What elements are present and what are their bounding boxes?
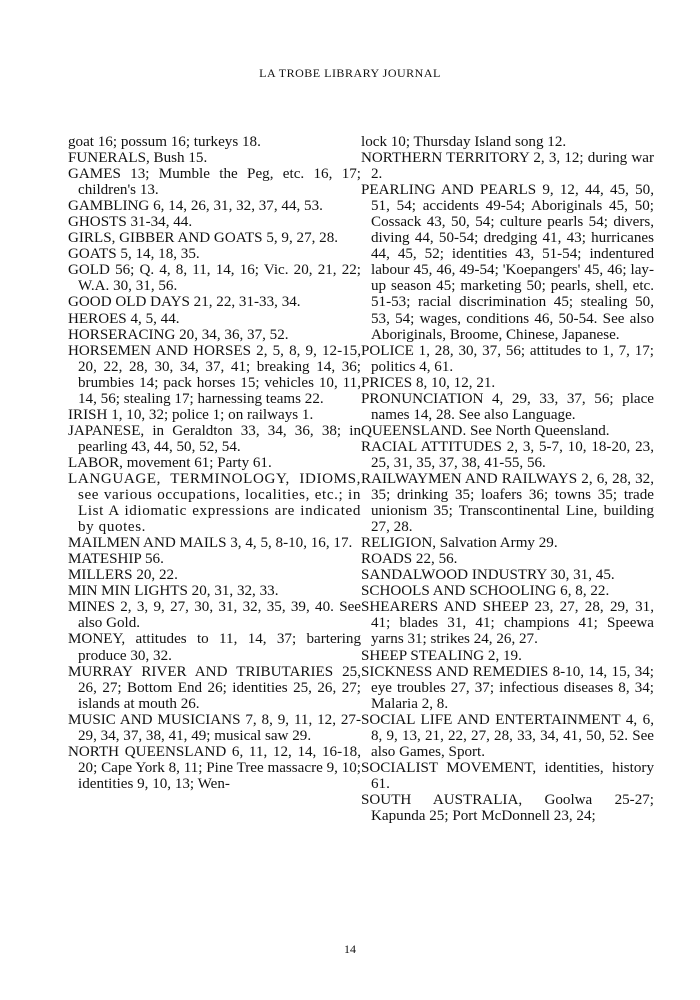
index-entry: MUSIC AND MUSICIANS 7, 8, 9, 11, 12, 27-29, 34, 37, 38, 41, 49; musical saw 29. [68, 711, 361, 744]
running-head: LA TROBE LIBRARY JOURNAL [259, 66, 441, 80]
index-entry: RELIGION, Salvation Army 29. [361, 535, 558, 552]
index-entry: MURRAY RIVER AND TRIBUTARIES 25, 26, 27; Bottom End 26; identities 25, 26, 27; islands at mouth 26. [68, 663, 361, 712]
index-entry: MONEY, attitudes to 11, 14, 37; bartering produce 30, 32. [68, 631, 361, 664]
index-entry: SICKNESS AND REMEDIES 8-10, 14, 15, 34; eye troubles 27, 37; infectious diseases 8, 34; Malaria 2, 8. [361, 663, 654, 712]
page-number: 14 [344, 942, 356, 956]
index-entry: NORTHERN TERRITORY 2, 3, 12; during war 2. [361, 150, 654, 183]
index-entry: lock 10; Thursday Island song 12. [361, 134, 567, 150]
index-entry: HORSEMEN AND HORSES 2, 5, 8, 9, 12-15, 20, 22, 28, 30, 34, 37, 41; breaking 14, 36; brumbies 14; pack horses 15; vehicles 10, 11, 14, 56; stealing 17; harnessing teams 22. [68, 342, 361, 407]
index-entry: MILLERS 20, 22. [68, 567, 178, 584]
index-entry: QUEENSLAND. See North Queensland. [361, 422, 610, 439]
index-entry: PRONUNCIATION 4, 29, 33, 37, 56; place names 14, 28. See also Language. [361, 390, 654, 423]
index-entry: JAPANESE, in Geraldton 33, 34, 36, 38; in pearling 43, 44, 50, 52, 54. [68, 422, 361, 455]
index-entry: GAMBLING 6, 14, 26, 31, 32, 37, 44, 53. [68, 198, 323, 215]
index-entry: ROADS 22, 56. [361, 551, 458, 568]
index-entry: MINES 2, 3, 9, 27, 30, 31, 32, 35, 39, 40. See also Gold. [68, 599, 361, 632]
index-entry: goat 16; possum 16; turkeys 18. [68, 134, 261, 150]
index-entry: FUNERALS, Bush 15. [68, 150, 208, 167]
index-entry: GOLD 56; Q. 4, 8, 11, 14, 16; Vic. 20, 21, 22; W.A. 30, 31, 56. [68, 262, 361, 295]
index-entry: IRISH 1, 10, 32; police 1; on railways 1. [68, 406, 314, 423]
index-entry: HORSERACING 20, 34, 36, 37, 52. [68, 326, 289, 343]
index-entry: MATESHIP 56. [68, 551, 164, 568]
index-entry: SOCIAL LIFE AND ENTERTAINMENT 4, 6, 8, 9, 13, 21, 22, 27, 28, 33, 34, 41, 50, 52. See also Games, Sport. [361, 711, 654, 760]
index-entry: NORTH QUEENSLAND 6, 11, 12, 14, 16-18, 20; Cape York 8, 11; Pine Tree massacre 9, 10; identities 9, 10, 13; Wen- [68, 743, 361, 792]
index-entry: GOATS 5, 14, 18, 35. [68, 246, 200, 263]
index-entry: HEROES 4, 5, 44. [68, 310, 180, 327]
index-entry: SOUTH AUSTRALIA, Goolwa 25-27; Kapunda 25; Port McDonnell 23, 24; [361, 791, 654, 824]
index-entry: GHOSTS 31-34, 44. [68, 214, 193, 231]
index-entry: PRICES 8, 10, 12, 21. [361, 374, 496, 391]
index-column-right [361, 134, 654, 824]
index-entry: SCHOOLS AND SCHOOLING 6, 8, 22. [361, 583, 610, 600]
index-entry: SANDALWOOD INDUSTRY 30, 31, 45. [361, 567, 615, 584]
index-entry: LANGUAGE, TERMINOLOGY, IDIOMS, see various occupations, localities, etc.; in List A idiomatic expressions are indicated by quotes. [68, 470, 361, 536]
index-entry: POLICE 1, 28, 30, 37, 56; attitudes to 1, 7, 17; politics 4, 61. [361, 342, 654, 375]
index-entry: SHEARERS AND SHEEP 23, 27, 28, 29, 31, 41; blades 31, 41; champions 41; Speewa yarns 31; strikes 24, 26, 27. [361, 599, 654, 648]
index-entry: GIRLS, GIBBER AND GOATS 5, 9, 27, 28. [68, 230, 339, 247]
index-entry: SHEEP STEALING 2, 19. [361, 647, 522, 664]
index-entry: RACIAL ATTITUDES 2, 3, 5-7, 10, 18-20, 23, 25, 31, 35, 37, 38, 41-55, 56. [361, 438, 654, 471]
index-column-left [68, 134, 361, 792]
index-entry: LABOR, movement 61; Party 61. [68, 454, 272, 471]
index-entry: RAILWAYMEN AND RAILWAYS 2, 6, 28, 32, 35; drinking 35; loafers 36; towns 35; trade unionism 35; Transcontinental Line, building 27, 28. [361, 470, 654, 536]
index-entry: GOOD OLD DAYS 21, 22, 31-33, 34. [68, 294, 301, 311]
index-entry: SOCIALIST MOVEMENT, identities, history 61. [361, 759, 654, 792]
index-entry: PEARLING AND PEARLS 9, 12, 44, 45, 50, 51, 54; accidents 49-54; Aboriginals 45, 50; Cossack 43, 50, 54; culture pearls 54; divers, diving 44, 50-54; dredging 41, 43; hurricanes 44, 45, 52; identities 43, 51-54; indentured labour 45, 46, 49-54; 'Koepangers' 45, 46; lay-up season 45; marketing 50; pearls, shell, etc. 51-53; racial discrimination 45; stealing 50, 53, 54; wages, conditions 46, 50-54. See also Aboriginals, Broome, Chinese, Japanese. [361, 182, 654, 343]
index-entry: MIN MIN LIGHTS 20, 31, 32, 33. [68, 583, 279, 600]
index-entry: MAILMEN AND MAILS 3, 4, 5, 8-10, 16, 17. [68, 535, 353, 552]
index-entry: GAMES 13; Mumble the Peg, etc. 16, 17; children's 13. [68, 166, 361, 199]
